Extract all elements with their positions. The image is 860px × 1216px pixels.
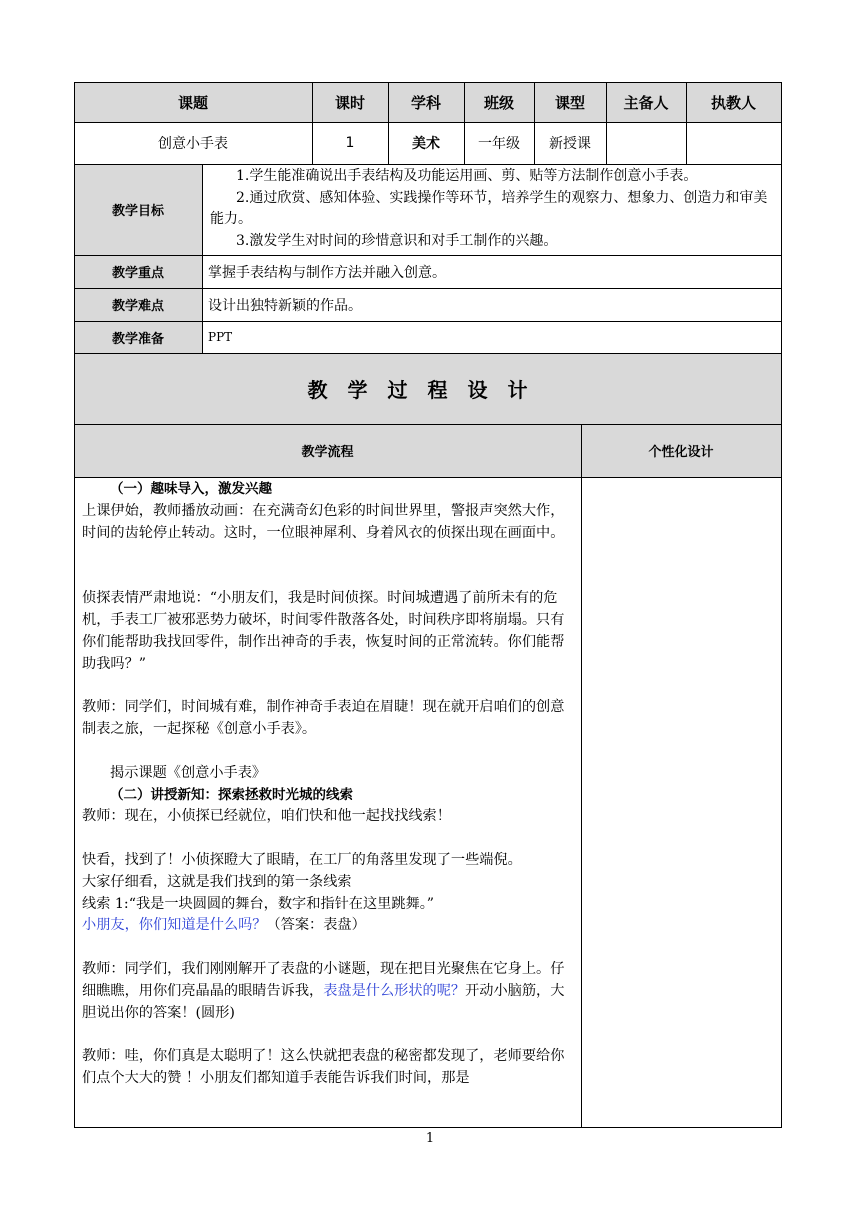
table-border [74,255,782,256]
difficulty-label [74,288,202,321]
table-border [388,82,389,164]
table-border [581,424,582,1128]
table-border [781,82,782,1128]
clue-1: 线索 1:“我是一块圆圆的舞台，数字和指针在这里跳舞。” [82,895,435,912]
header-teacher-label: 执教人 [710,93,756,112]
personal-column-header-text: 个性化设计 [648,445,714,460]
cell-topic-text: 创意小手表 [158,136,228,152]
preparation-text: PPT [208,330,233,344]
cell-grade-text: 一年级 [478,136,520,152]
preparation-value [202,321,781,353]
key-point-label [74,255,202,288]
cell-grade [464,122,534,164]
flow-paragraph: 上课伊始，教师播放动画：在充满奇幻色彩的时间世界里，警报声突然大作，时间的齿轮停止转动。这时，一位眼神犀利、身着风衣的侦探出现在画面中。 [82,502,565,541]
preparation-label [74,321,202,353]
goals-content [202,164,781,255]
header-hours-label: 课时 [334,93,365,112]
flow-paragraph: 教师：同学们，时间城有难，制作神奇手表迫在眉睫！现在就开启咱们的创意制表之旅，一起探秘《创意小手表》。 [82,699,565,738]
table-border [686,82,687,164]
cell-hours [312,122,388,164]
cell-subject-text: 美术 [412,136,440,152]
table-border [74,82,782,83]
header-class [464,82,534,122]
flow-paragraph: 快看，找到了！小侦探瞪大了眼睛，在工厂的角落里发现了一些端倪。 [82,851,522,868]
page-number: 1 [425,1131,435,1146]
process-banner [74,353,781,424]
table-border [74,288,782,289]
table-border [74,1127,782,1128]
table-border [74,122,782,123]
goal-item: 1.学生能准确说出手表结构及功能运用画、剪、贴等方法制作创意小手表。 [236,168,698,184]
header-lesson-type [534,82,606,122]
flow-content [74,477,581,1127]
table-border [74,321,782,322]
cell-lead-preparer [606,122,686,164]
table-border [74,424,782,425]
table-border [312,82,313,164]
table-border [464,82,465,164]
header-lead-preparer-label: 主备人 [623,93,669,112]
cell-teacher [686,122,781,164]
header-subject-label: 学科 [410,93,441,112]
table-border [202,164,203,353]
clue-question [82,915,575,937]
flow-paragraph: 教师：现在，小侦探已经就位，咱们快和他一起找找线索！ [82,808,451,825]
key-point-value [202,255,781,288]
personal-column-header [581,424,781,477]
flow-column-header-text: 教学流程 [301,445,354,460]
flow-paragraph: 侦探表情严肃地说：“小朋友们，我是时间侦探。时间城遭遇了前所未有的危机，手表工厂被邪恶势力破坏，时间零件散落各处，时间秩序即将崩塌。只有你们能帮助我找回零件，制作出神奇的手表，恢复时间的正常流转。你们能帮助我吗？” [82,590,565,672]
flow-paragraph: 教师：哇，你们真是太聪明了！这么快就把表盘的秘密都发现了，老师要给你们点个大大的赞 ！小朋友们都知道手表能告诉我们时间，那是 [82,1048,565,1086]
clue-question-highlight: 小朋友，你们知道是什么吗？ [82,917,267,934]
goals-label [74,164,202,255]
table-border [534,82,535,164]
preparation-label-text: 教学准备 [111,331,164,347]
key-point-label-text: 教学重点 [111,266,164,281]
flow-text: 教师：同学们，我们刚刚解开了表盘的小谜题，现在把目光聚焦在它身上。仔细瞧瞧，用你们亮晶晶的眼睛告诉我， [82,960,565,999]
header-hours [312,82,388,122]
header-topic [74,82,312,122]
difficulty-text: 设计出独特新颖的作品。 [208,297,362,314]
header-lesson-type-label: 课型 [554,93,585,112]
goal-item: 3.激发学生对时间的珍惜意识和对手工制作的兴趣。 [236,232,558,249]
header-topic-label: 课题 [177,93,208,112]
flow-paragraph [82,959,575,1024]
flow-column-header [74,424,581,477]
flow-paragraph: 大家仔细看，这就是我们找到的第一条线索 [82,873,352,890]
cell-topic [74,122,312,164]
table-border [74,82,75,1128]
goal-item: 2.通过欣赏、感知体验、实践操作等环节，培养学生的观察力、想象力、创造力和审美能力。 [210,189,768,227]
difficulty-value [202,288,781,321]
cell-lesson-type-text: 新授课 [549,136,591,152]
table-border [74,477,782,478]
table-border [606,82,607,164]
clue-answer: （答案：表盘） [266,917,366,934]
key-point-text: 掌握手表结构与制作方法并融入创意。 [208,264,446,281]
header-class-label: 班级 [483,93,514,112]
table-border [74,353,782,354]
cell-subject [388,122,464,164]
cell-lesson-type [534,122,606,164]
difficulty-label-text: 教学难点 [111,299,164,314]
process-title: 教学过程设计 [307,378,548,402]
header-subject [388,82,464,122]
cell-hours-text: 1 [345,135,355,151]
dial-shape-question: 表盘是什么形状的呢？ [323,982,466,999]
goals-label-text: 教学目标 [111,204,164,219]
topic-reveal: 揭示课题《创意小手表》 [110,764,267,781]
table-border [74,164,782,165]
flow-text: 开动小脑筋，大胆说出你的答案！(圆形) [82,982,565,1021]
header-lead-preparer [606,82,686,122]
section-2-title: （二）讲授新知：探索拯救时光城的线索 [110,786,353,803]
header-teacher [686,82,781,122]
section-1-title: （一）趣味导入，激发兴趣 [110,481,272,497]
